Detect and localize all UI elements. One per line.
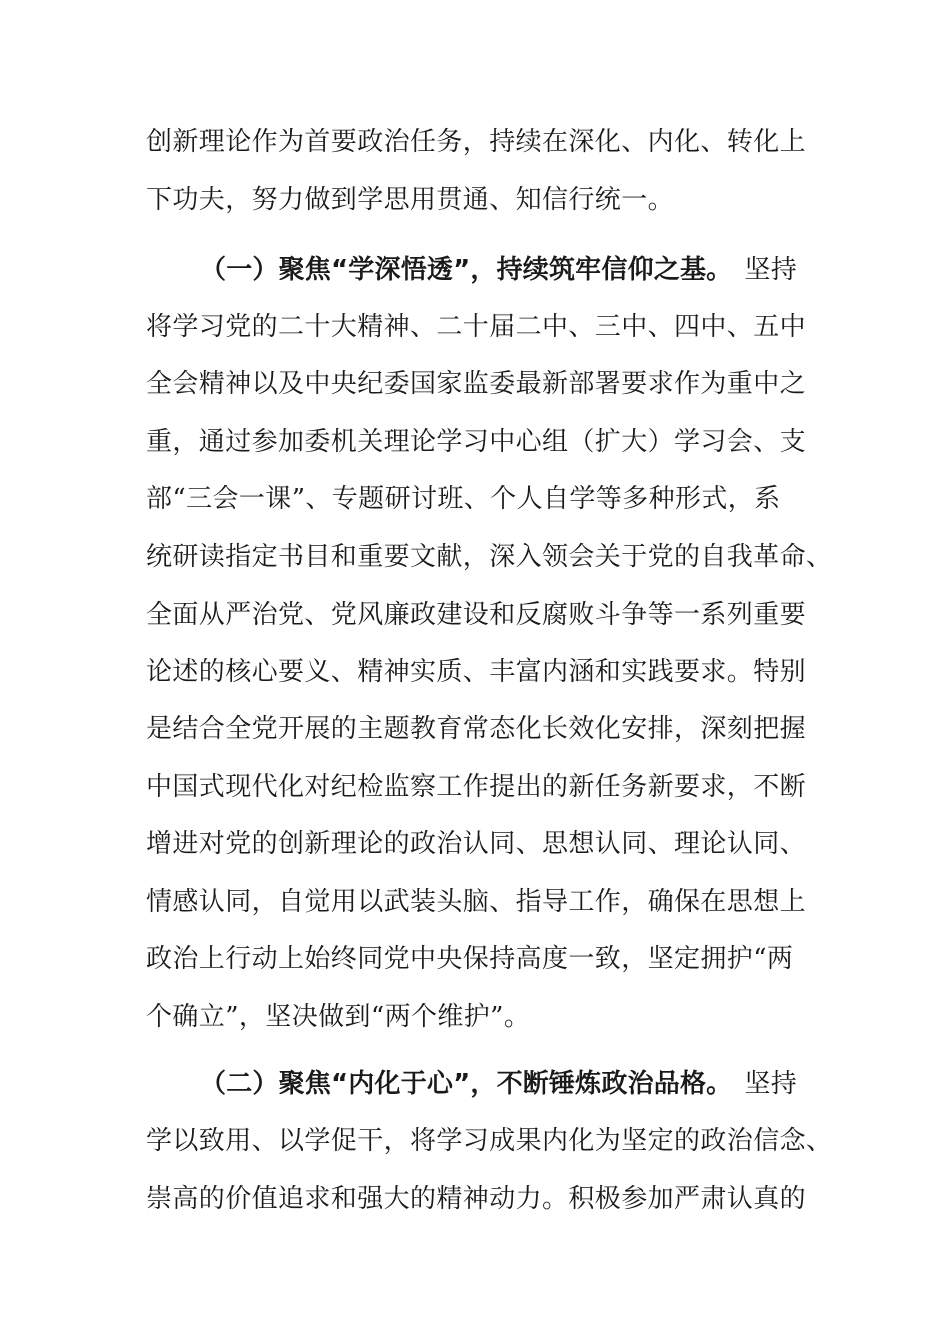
body-line: 创新理论作为首要政治任务，持续在深化、内化、转化上 [146, 127, 807, 157]
section-2-lead-text: 坚持 [744, 1069, 798, 1099]
section-1-lead-text: 坚持 [744, 255, 798, 285]
body-line: 全面从严治党、党风廉政建设和反腐败斗争等一系列重要 [146, 600, 807, 630]
body-line: 是结合全党开展的主题教育常态化长效化安排，深刻把握 [146, 714, 807, 744]
body-line: 个确立”，坚决做到“两个维护”。 [146, 1002, 531, 1032]
body-line: 部“三会一课”、专题研讨班、个人自学等多种形式，系 [146, 484, 781, 514]
body-line: 中国式现代化对纪检监察工作提出的新任务新要求，不断 [146, 772, 807, 802]
section-2-heading: （二）聚焦“内化于心”，不断锤炼政治品格。 [200, 1069, 733, 1099]
body-line: 增进对党的创新理论的政治认同、思想认同、理论认同、 [146, 829, 807, 859]
body-line: 重，通过参加委机关理论学习中心组（扩大）学习会、支 [146, 427, 807, 457]
section-2-first-line [200, 1064, 797, 1104]
body-line: 下功夫，努力做到学思用贯通、知信行统一。 [146, 185, 675, 215]
body-line: 学以致用、以学促干，将学习成果内化为坚定的政治信念、 [146, 1126, 833, 1156]
section-1-heading: （一）聚焦“学深悟透”，持续筑牢信仰之基。 [200, 255, 733, 285]
body-line: 情感认同，自觉用以武装头脑、指导工作，确保在思想上 [146, 887, 807, 917]
body-line: 政治上行动上始终同党中央保持高度一致，坚定拥护“两 [146, 944, 794, 974]
body-line: 论述的核心要义、精神实质、丰富内涵和实践要求。特别 [146, 657, 807, 687]
body-line: 崇高的价值追求和强大的精神动力。积极参加严肃认真的 [146, 1184, 807, 1214]
section-1-first-line [200, 250, 797, 290]
body-line: 将学习党的二十大精神、二十届二中、三中、四中、五中 [146, 312, 807, 342]
body-line: 统研读指定书目和重要文献，深入领会关于党的自我革命、 [146, 542, 833, 572]
body-line: 全会精神以及中央纪委国家监委最新部署要求作为重中之 [146, 369, 807, 399]
